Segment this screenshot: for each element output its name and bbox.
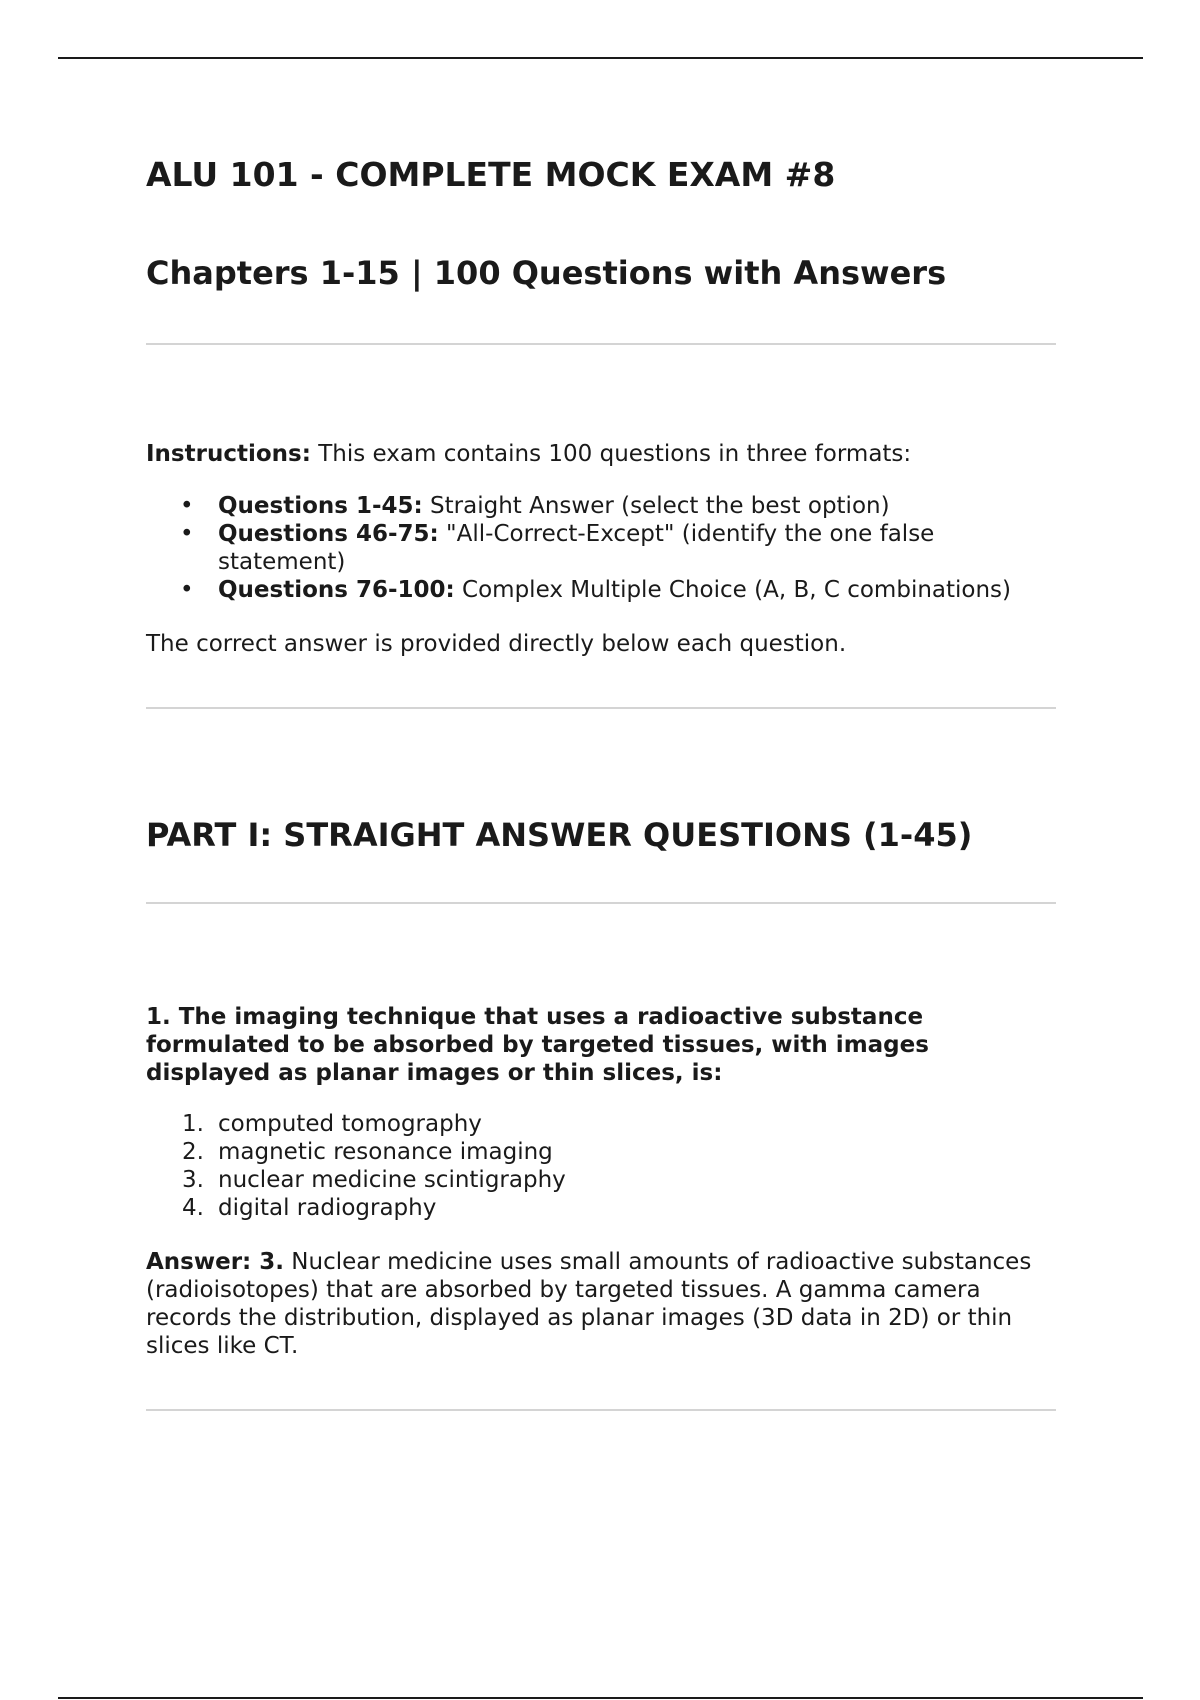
option-text: magnetic resonance imaging (218, 1139, 553, 1165)
format-list-item (146, 492, 1056, 520)
answer-label: Answer: 3. (146, 1249, 284, 1275)
option-item (146, 1166, 566, 1194)
question-stem: 1. The imaging technique that uses a radioactive substance formulated to be absorbed by targeted tissues, with images displayed as planar images or thin slices, is: (146, 1004, 929, 1086)
option-text: nuclear medicine scintigraphy (218, 1167, 566, 1193)
format-text: "All-Correct-Except" (identify the one false statement) (218, 521, 935, 575)
option-text: digital radiography (218, 1195, 437, 1221)
answer-options (146, 1110, 566, 1222)
bullet-icon: • (180, 521, 194, 547)
page-top-rule (58, 57, 1143, 59)
format-list (146, 492, 1056, 604)
option-item (146, 1110, 566, 1138)
instructions-text: This exam contains 100 questions in three formats: (310, 441, 912, 467)
answer-note: The correct answer is provided directly below each question. (146, 631, 847, 657)
document-subtitle: Chapters 1-15 | 100 Questions with Answers (146, 254, 947, 292)
format-label: Questions 46-75: (218, 521, 439, 547)
bullet-icon: • (180, 577, 194, 603)
page-bottom-rule (58, 1697, 1143, 1699)
format-label: Questions 1-45: (218, 493, 423, 519)
section-divider (146, 902, 1056, 904)
option-number: 2. (182, 1139, 204, 1165)
answer-explanation (146, 1248, 1046, 1360)
option-item (146, 1194, 566, 1222)
instructions-label: Instructions: (146, 441, 311, 467)
format-text: Complex Multiple Choice (A, B, C combinations) (454, 577, 1012, 603)
format-list-item (146, 576, 1056, 604)
format-text: Straight Answer (select the best option) (422, 493, 890, 519)
option-number: 3. (182, 1167, 204, 1193)
section-divider (146, 343, 1056, 345)
option-number: 1. (182, 1111, 204, 1137)
option-item (146, 1138, 566, 1166)
part-title: PART I: STRAIGHT ANSWER QUESTIONS (1-45) (146, 816, 973, 854)
format-list-item (146, 520, 1056, 576)
option-number: 4. (182, 1195, 204, 1221)
answer-text: Nuclear medicine uses small amounts of radioactive substances (radioisotopes) that are absorbed by targeted tissues. A gamma camera records the distribution, displayed as planar images (3D data in 2D) or thin slices like CT. (146, 1249, 1032, 1359)
section-divider (146, 707, 1056, 709)
format-label: Questions 76-100: (218, 577, 455, 603)
section-divider (146, 1409, 1056, 1411)
option-text: computed tomography (218, 1111, 482, 1137)
document-title: ALU 101 - COMPLETE MOCK EXAM #8 (146, 155, 836, 194)
instructions-paragraph (146, 440, 1056, 468)
bullet-icon: • (180, 493, 194, 519)
